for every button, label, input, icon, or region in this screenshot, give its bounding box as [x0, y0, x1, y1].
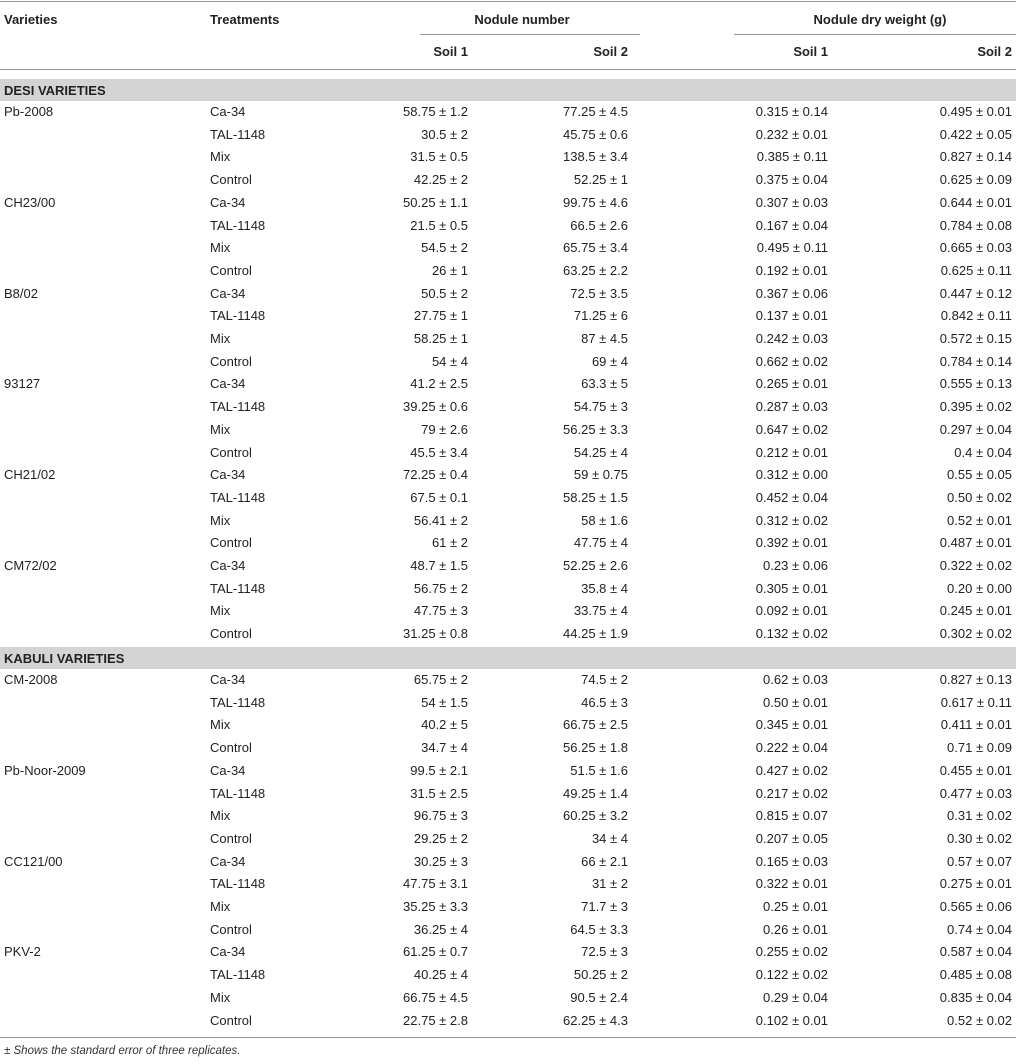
- dry-weight-soil2-cell: 0.784 ± 0.14: [939, 353, 1012, 369]
- variety-cell: CC121/00: [4, 853, 63, 869]
- dry-weight-soil2-cell: 0.52 ± 0.01: [947, 512, 1012, 528]
- dry-weight-soil1-cell: 0.322 ± 0.01: [755, 876, 828, 892]
- table-row: [0, 195, 1016, 218]
- table-row: [0, 922, 1016, 945]
- nodule-number-soil1-cell: 30.25 ± 3: [413, 853, 468, 869]
- nodule-number-soil1-cell: 72.25 ± 0.4: [403, 467, 468, 483]
- dry-weight-soil1-cell: 0.137 ± 0.01: [755, 308, 828, 324]
- nodule-number-soil2-cell: 63.25 ± 2.2: [563, 262, 628, 278]
- nodule-number-soil1-cell: 45.5 ± 3.4: [410, 444, 468, 460]
- nodule-number-soil2-cell: 71.25 ± 6: [573, 308, 628, 324]
- nodule-number-soil2-cell: 62.25 ± 4.3: [563, 1012, 628, 1028]
- dry-weight-soil2-cell: 0.322 ± 0.02: [939, 558, 1012, 573]
- table-row: [0, 603, 1016, 626]
- dry-weight-soil1-cell: 0.50 ± 0.01: [763, 694, 828, 710]
- treatment-cell: TAL-1148: [210, 399, 266, 415]
- table-row: [0, 558, 1016, 581]
- variety-cell: Pb-Noor-2009: [4, 762, 86, 778]
- dry-weight-soil2-cell: 0.55 ± 0.05: [947, 467, 1012, 483]
- header-treatments: Treatments: [210, 12, 280, 27]
- nodule-number-soil2-cell: 63.3 ± 5: [581, 376, 628, 392]
- nodule-number-soil2-cell: 66 ± 2.1: [581, 853, 628, 869]
- table-row: [0, 149, 1016, 172]
- variety-cell: 93127: [4, 376, 41, 392]
- nodule-number-soil2-cell: 31 ± 2: [591, 876, 628, 892]
- nodule-number-soil1-cell: 61 ± 2: [431, 535, 468, 551]
- treatment-cell: Ca-34: [210, 762, 246, 778]
- nodule-number-soil2-cell: 74.5 ± 2: [581, 672, 628, 687]
- nodule-number-soil2-cell: 46.5 ± 3: [581, 694, 628, 710]
- group-title-kabuli: KABULI VARIETIES: [4, 651, 125, 666]
- dry-weight-soil1-cell: 0.217 ± 0.02: [755, 785, 828, 801]
- nodule-number-soil1-cell: 99.5 ± 2.1: [410, 762, 468, 778]
- table-row: [0, 990, 1016, 1013]
- header-varieties: Varieties: [4, 12, 58, 27]
- variety-cell: Pb-2008: [4, 104, 54, 119]
- dry-weight-soil1-cell: 0.255 ± 0.02: [755, 944, 828, 960]
- nodule-number-soil2-cell: 47.75 ± 4: [573, 535, 628, 551]
- footnote: ± Shows the standard error of three replicates.: [4, 1045, 241, 1057]
- dry-weight-soil2-cell: 0.572 ± 0.15: [939, 331, 1012, 346]
- nodule-number-soil1-cell: 35.25 ± 3.3: [403, 899, 468, 914]
- nodule-number-soil1-cell: 79 ± 2.6: [421, 421, 468, 437]
- table-row: [0, 331, 1016, 354]
- dry-weight-soil1-cell: 0.29 ± 0.04: [763, 989, 828, 1005]
- nodule-number-soil2-cell: 64.5 ± 3.3: [570, 921, 628, 937]
- nodule-number-soil1-cell: 67.5 ± 0.1: [410, 489, 468, 505]
- dry-weight-soil2-cell: 0.617 ± 0.11: [940, 694, 1012, 710]
- nodule-number-soil1-cell: 54.5 ± 2: [421, 240, 468, 256]
- treatment-cell: TAL-1148: [210, 876, 266, 892]
- dry-weight-soil1-cell: 0.495 ± 0.11: [756, 240, 828, 256]
- nodule-number-soil2-cell: 51.5 ± 1.6: [570, 762, 628, 778]
- table-row: [0, 172, 1016, 195]
- group-title-desi: DESI VARIETIES: [4, 83, 106, 98]
- treatment-cell: TAL-1148: [210, 785, 266, 801]
- dry-weight-soil2-cell: 0.587 ± 0.04: [939, 944, 1012, 960]
- treatment-cell: Control: [210, 535, 252, 551]
- dry-weight-soil2-cell: 0.477 ± 0.03: [939, 785, 1012, 801]
- dry-weight-soil2-cell: 0.827 ± 0.14: [939, 149, 1012, 165]
- table-row: [0, 422, 1016, 445]
- dry-weight-soil2-cell: 0.275 ± 0.01: [939, 876, 1012, 892]
- nodule-number-soil2-cell: 44.25 ± 1.9: [563, 626, 628, 642]
- treatment-cell: Mix: [210, 899, 231, 914]
- dry-weight-soil1-cell: 0.25 ± 0.01: [763, 899, 828, 914]
- nodule-number-soil2-cell: 49.25 ± 1.4: [563, 785, 628, 801]
- nodule-number-soil1-cell: 54 ± 4: [431, 353, 468, 369]
- nodule-number-soil2-cell: 77.25 ± 4.5: [563, 104, 628, 119]
- table-row: [0, 467, 1016, 490]
- table-row: [0, 104, 1016, 127]
- header-nodule-dry-weight: Nodule dry weight (g): [813, 12, 947, 27]
- dry-weight-soil1-cell: 0.165 ± 0.03: [755, 853, 828, 869]
- variety-cell: B8/02: [4, 285, 38, 301]
- treatment-cell: Control: [210, 262, 252, 278]
- nodule-number-soil2-cell: 54.25 ± 4: [573, 444, 628, 460]
- treatment-cell: Mix: [210, 989, 231, 1005]
- nodule-number-soil1-cell: 54 ± 1.5: [421, 694, 468, 710]
- table-row: [0, 1013, 1016, 1036]
- nodule-number-soil1-cell: 21.5 ± 0.5: [410, 217, 468, 233]
- nodule-number-soil2-cell: 59 ± 0.75: [573, 467, 628, 483]
- dry-weight-soil2-cell: 0.71 ± 0.09: [947, 740, 1012, 756]
- dry-weight-soil2-cell: 0.784 ± 0.08: [939, 217, 1012, 233]
- header-nn-soil2: Soil 2: [593, 44, 628, 59]
- dry-weight-soil1-cell: 0.287 ± 0.03: [755, 399, 828, 415]
- dry-weight-soil2-cell: 0.395 ± 0.02: [939, 399, 1012, 415]
- table-row: [0, 218, 1016, 241]
- nodule-number-soil2-cell: 66.75 ± 2.5: [563, 717, 628, 733]
- dry-weight-soil2-cell: 0.555 ± 0.13: [939, 376, 1012, 392]
- variety-cell: CH21/02: [4, 467, 56, 483]
- table-row: [0, 263, 1016, 286]
- nodule-number-soil2-cell: 45.75 ± 0.6: [563, 126, 628, 142]
- dry-weight-soil1-cell: 0.312 ± 0.00: [755, 467, 828, 483]
- variety-cell: CM-2008: [4, 672, 58, 687]
- table-row: [0, 967, 1016, 990]
- treatment-cell: Mix: [210, 149, 231, 165]
- nodule-number-soil2-cell: 35.8 ± 4: [581, 580, 628, 596]
- variety-cell: CH23/00: [4, 194, 56, 210]
- dry-weight-soil2-cell: 0.495 ± 0.01: [939, 104, 1012, 119]
- nodule-number-soil2-cell: 54.75 ± 3: [573, 399, 628, 415]
- nodule-number-soil1-cell: 66.75 ± 4.5: [403, 989, 468, 1005]
- dry-weight-soil1-cell: 0.312 ± 0.02: [755, 512, 828, 528]
- nodule-number-soil1-cell: 47.75 ± 3: [413, 603, 468, 619]
- nodule-number-soil2-cell: 52.25 ± 2.6: [563, 558, 628, 573]
- table-row: [0, 535, 1016, 558]
- group-band-desi: [0, 79, 1016, 101]
- header-bottom-rule: [0, 69, 1016, 70]
- table-row: [0, 740, 1016, 763]
- dry-weight-soil1-cell: 0.192 ± 0.01: [755, 262, 828, 278]
- dry-weight-soil2-cell: 0.422 ± 0.05: [939, 126, 1012, 142]
- nodule-number-soil2-cell: 60.25 ± 3.2: [563, 808, 628, 824]
- table-row: [0, 490, 1016, 513]
- nodule-number-soil1-cell: 42.25 ± 2: [413, 172, 468, 188]
- treatment-cell: Control: [210, 921, 252, 937]
- nodule-number-rule: [420, 34, 640, 35]
- dry-weight-soil1-cell: 0.305 ± 0.01: [755, 580, 828, 596]
- dry-weight-soil1-cell: 0.167 ± 0.04: [755, 217, 828, 233]
- treatment-cell: TAL-1148: [210, 694, 266, 710]
- header-nn-soil1: Soil 1: [433, 44, 468, 59]
- top-rule: [0, 1, 1016, 2]
- treatment-cell: TAL-1148: [210, 308, 266, 324]
- dry-weight-soil1-cell: 0.367 ± 0.06: [755, 285, 828, 301]
- dry-weight-soil1-cell: 0.815 ± 0.07: [755, 808, 828, 824]
- treatment-cell: Control: [210, 353, 252, 369]
- dry-weight-soil2-cell: 0.644 ± 0.01: [939, 194, 1012, 210]
- treatment-cell: Ca-34: [210, 558, 246, 573]
- treatment-cell: Control: [210, 444, 252, 460]
- dry-weight-soil1-cell: 0.092 ± 0.01: [755, 603, 828, 619]
- nodule-number-soil1-cell: 40.25 ± 4: [413, 967, 468, 983]
- table-row: [0, 786, 1016, 809]
- dry-weight-soil2-cell: 0.447 ± 0.12: [939, 285, 1012, 301]
- dry-weight-soil1-cell: 0.23 ± 0.06: [763, 558, 828, 573]
- table-row: [0, 672, 1016, 695]
- nodule-number-soil1-cell: 58.75 ± 1.2: [403, 104, 468, 119]
- treatment-cell: Ca-34: [210, 467, 246, 483]
- nodule-number-soil1-cell: 61.25 ± 0.7: [403, 944, 468, 960]
- treatment-cell: Ca-34: [210, 285, 246, 301]
- dry-weight-soil2-cell: 0.835 ± 0.04: [939, 989, 1012, 1005]
- nodule-number-soil2-cell: 90.5 ± 2.4: [570, 989, 628, 1005]
- nodule-number-soil2-cell: 50.25 ± 2: [573, 967, 628, 983]
- treatment-cell: TAL-1148: [210, 967, 266, 983]
- treatment-cell: Mix: [210, 717, 231, 733]
- treatment-cell: Ca-34: [210, 944, 246, 960]
- nodule-number-soil1-cell: 65.75 ± 2: [413, 672, 468, 687]
- dry-weight-soil1-cell: 0.375 ± 0.04: [755, 172, 828, 188]
- table-row: [0, 876, 1016, 899]
- dry-weight-soil2-cell: 0.455 ± 0.01: [939, 762, 1012, 778]
- nodule-number-soil2-cell: 69 ± 4: [591, 353, 628, 369]
- dry-weight-soil2-cell: 0.625 ± 0.09: [939, 172, 1012, 188]
- nodule-number-soil1-cell: 50.25 ± 1.1: [403, 194, 468, 210]
- dry-weight-soil1-cell: 0.122 ± 0.02: [755, 967, 828, 983]
- treatment-cell: TAL-1148: [210, 217, 266, 233]
- dry-weight-soil1-cell: 0.315 ± 0.14: [755, 104, 828, 119]
- nodule-number-soil2-cell: 58.25 ± 1.5: [563, 489, 628, 505]
- table-row: [0, 899, 1016, 922]
- nodule-number-soil1-cell: 31.25 ± 0.8: [403, 626, 468, 642]
- header-dw-soil2: Soil 2: [977, 44, 1012, 59]
- table-row: [0, 354, 1016, 377]
- nodule-number-soil2-cell: 87 ± 4.5: [581, 331, 628, 346]
- table-row: [0, 854, 1016, 877]
- table-row: [0, 626, 1016, 649]
- treatment-cell: Mix: [210, 421, 231, 437]
- treatment-cell: Mix: [210, 808, 231, 824]
- dry-weight-soil2-cell: 0.565 ± 0.06: [939, 899, 1012, 914]
- table-row: [0, 286, 1016, 309]
- dry-weight-soil1-cell: 0.307 ± 0.03: [755, 194, 828, 210]
- header-nodule-number: Nodule number: [474, 12, 570, 27]
- variety-cell: CM72/02: [4, 558, 57, 573]
- nodule-number-soil1-cell: 47.75 ± 3.1: [403, 876, 468, 892]
- dry-weight-soil2-cell: 0.625 ± 0.11: [940, 262, 1012, 278]
- dry-weight-soil1-cell: 0.345 ± 0.01: [755, 717, 828, 733]
- nodule-number-soil2-cell: 71.7 ± 3: [581, 899, 628, 914]
- dry-weight-soil2-cell: 0.31 ± 0.02: [947, 808, 1012, 824]
- treatment-cell: Mix: [210, 331, 231, 346]
- dry-weight-soil2-cell: 0.411 ± 0.01: [940, 717, 1012, 733]
- dry-weight-soil1-cell: 0.392 ± 0.01: [755, 535, 828, 551]
- dry-weight-soil1-cell: 0.232 ± 0.01: [755, 126, 828, 142]
- dry-weight-soil1-cell: 0.662 ± 0.02: [755, 353, 828, 369]
- nodule-number-soil1-cell: 39.25 ± 0.6: [403, 399, 468, 415]
- nodule-number-soil1-cell: 34.7 ± 4: [421, 740, 468, 756]
- dry-weight-soil1-cell: 0.242 ± 0.03: [755, 331, 828, 346]
- table-row: [0, 695, 1016, 718]
- dry-weight-soil1-cell: 0.265 ± 0.01: [755, 376, 828, 392]
- dry-weight-soil2-cell: 0.297 ± 0.04: [939, 421, 1012, 437]
- treatment-cell: Control: [210, 740, 252, 756]
- dry-weight-soil1-cell: 0.427 ± 0.02: [755, 762, 828, 778]
- dry-weight-soil1-cell: 0.102 ± 0.01: [755, 1012, 828, 1028]
- nodule-number-soil2-cell: 72.5 ± 3.5: [570, 285, 628, 301]
- header-dw-soil1: Soil 1: [793, 44, 828, 59]
- dry-weight-soil1-cell: 0.62 ± 0.03: [763, 672, 828, 687]
- nodule-number-soil2-cell: 72.5 ± 3: [581, 944, 628, 960]
- dry-weight-soil2-cell: 0.74 ± 0.04: [947, 921, 1012, 937]
- treatment-cell: TAL-1148: [210, 489, 266, 505]
- treatment-cell: Ca-34: [210, 672, 246, 687]
- table-row: [0, 513, 1016, 536]
- dry-weight-soil1-cell: 0.212 ± 0.01: [755, 444, 828, 460]
- nodule-number-soil1-cell: 48.7 ± 1.5: [410, 558, 468, 573]
- nodule-number-soil2-cell: 56.25 ± 1.8: [563, 740, 628, 756]
- treatment-cell: Control: [210, 172, 252, 188]
- nodule-number-soil1-cell: 27.75 ± 1: [413, 308, 468, 324]
- table-row: [0, 127, 1016, 150]
- treatment-cell: Control: [210, 626, 252, 642]
- nodule-number-soil1-cell: 22.75 ± 2.8: [403, 1012, 468, 1028]
- nodule-number-soil1-cell: 26 ± 1: [431, 262, 468, 278]
- treatment-cell: Control: [210, 830, 252, 846]
- table-row: [0, 808, 1016, 831]
- treatment-cell: Mix: [210, 603, 231, 619]
- dry-weight-soil1-cell: 0.647 ± 0.02: [755, 421, 828, 437]
- dry-weight-soil1-cell: 0.26 ± 0.01: [763, 921, 828, 937]
- table-row: [0, 763, 1016, 786]
- nodule-number-soil1-cell: 50.5 ± 2: [421, 285, 468, 301]
- nodule-number-soil1-cell: 41.2 ± 2.5: [410, 376, 468, 392]
- dry-weight-soil2-cell: 0.665 ± 0.03: [939, 240, 1012, 256]
- dry-weight-soil2-cell: 0.50 ± 0.02: [947, 489, 1012, 505]
- nodule-number-soil2-cell: 138.5 ± 3.4: [563, 149, 628, 165]
- dry-weight-soil2-cell: 0.52 ± 0.02: [947, 1012, 1012, 1028]
- treatment-cell: Ca-34: [210, 853, 246, 869]
- nodule-number-soil1-cell: 56.41 ± 2: [413, 512, 468, 528]
- dry-weight-soil2-cell: 0.245 ± 0.01: [939, 603, 1012, 619]
- table-row: [0, 376, 1016, 399]
- nodule-number-soil1-cell: 36.25 ± 4: [413, 921, 468, 937]
- nodule-number-soil1-cell: 29.25 ± 2: [413, 830, 468, 846]
- dry-weight-soil2-cell: 0.57 ± 0.07: [947, 853, 1012, 869]
- dry-weight-soil1-cell: 0.385 ± 0.11: [756, 149, 828, 165]
- treatment-cell: Mix: [210, 240, 231, 256]
- nodule-number-soil2-cell: 66.5 ± 2.6: [570, 217, 628, 233]
- table-row: [0, 944, 1016, 967]
- nodule-number-soil1-cell: 31.5 ± 2.5: [410, 785, 468, 801]
- group-band-kabuli: [0, 647, 1016, 669]
- nodule-number-soil2-cell: 34 ± 4: [591, 830, 628, 846]
- dry-weight-soil2-cell: 0.30 ± 0.02: [947, 830, 1012, 846]
- nodule-number-soil2-cell: 65.75 ± 3.4: [563, 240, 628, 256]
- dry-weight-soil2-cell: 0.20 ± 0.00: [947, 580, 1012, 596]
- table-row: [0, 581, 1016, 604]
- dry-weight-soil2-cell: 0.827 ± 0.13: [939, 672, 1012, 687]
- dry-weight-soil1-cell: 0.207 ± 0.05: [755, 830, 828, 846]
- nodule-number-soil2-cell: 56.25 ± 3.3: [563, 421, 628, 437]
- nodule-number-soil1-cell: 31.5 ± 0.5: [410, 149, 468, 165]
- table-row: [0, 445, 1016, 468]
- treatment-cell: TAL-1148: [210, 580, 266, 596]
- treatment-cell: Ca-34: [210, 376, 246, 392]
- variety-cell: PKV-2: [4, 944, 41, 960]
- nodule-number-soil1-cell: 40.2 ± 5: [421, 717, 468, 733]
- dry-weight-soil1-cell: 0.132 ± 0.02: [755, 626, 828, 642]
- nodule-number-soil2-cell: 33.75 ± 4: [573, 603, 628, 619]
- nodule-number-soil1-cell: 30.5 ± 2: [421, 126, 468, 142]
- table-row: [0, 399, 1016, 422]
- dry-weight-soil2-cell: 0.842 ± 0.11: [940, 308, 1012, 324]
- table-row: [0, 240, 1016, 263]
- table-row: [0, 831, 1016, 854]
- bottom-rule: [0, 1037, 1016, 1038]
- dry-weight-soil1-cell: 0.222 ± 0.04: [755, 740, 828, 756]
- nodule-number-soil1-cell: 96.75 ± 3: [413, 808, 468, 824]
- dry-weight-soil1-cell: 0.452 ± 0.04: [755, 489, 828, 505]
- treatment-cell: Mix: [210, 512, 231, 528]
- nodule-dry-weight-rule: [734, 34, 1016, 35]
- nodule-number-soil1-cell: 56.75 ± 2: [413, 580, 468, 596]
- nodule-number-soil2-cell: 52.25 ± 1: [573, 172, 628, 188]
- treatment-cell: Control: [210, 1012, 252, 1028]
- nodule-number-soil1-cell: 58.25 ± 1: [413, 331, 468, 346]
- treatment-cell: Ca-34: [210, 104, 246, 119]
- treatment-cell: Ca-34: [210, 194, 246, 210]
- dry-weight-soil2-cell: 0.302 ± 0.02: [939, 626, 1012, 642]
- table-row: [0, 308, 1016, 331]
- dry-weight-soil2-cell: 0.4 ± 0.04: [954, 444, 1012, 460]
- dry-weight-soil2-cell: 0.485 ± 0.08: [939, 967, 1012, 983]
- nodule-number-soil2-cell: 58 ± 1.6: [581, 512, 628, 528]
- dry-weight-soil2-cell: 0.487 ± 0.01: [939, 535, 1012, 551]
- treatment-cell: TAL-1148: [210, 126, 266, 142]
- nodule-number-soil2-cell: 99.75 ± 4.6: [563, 194, 628, 210]
- table-row: [0, 717, 1016, 740]
